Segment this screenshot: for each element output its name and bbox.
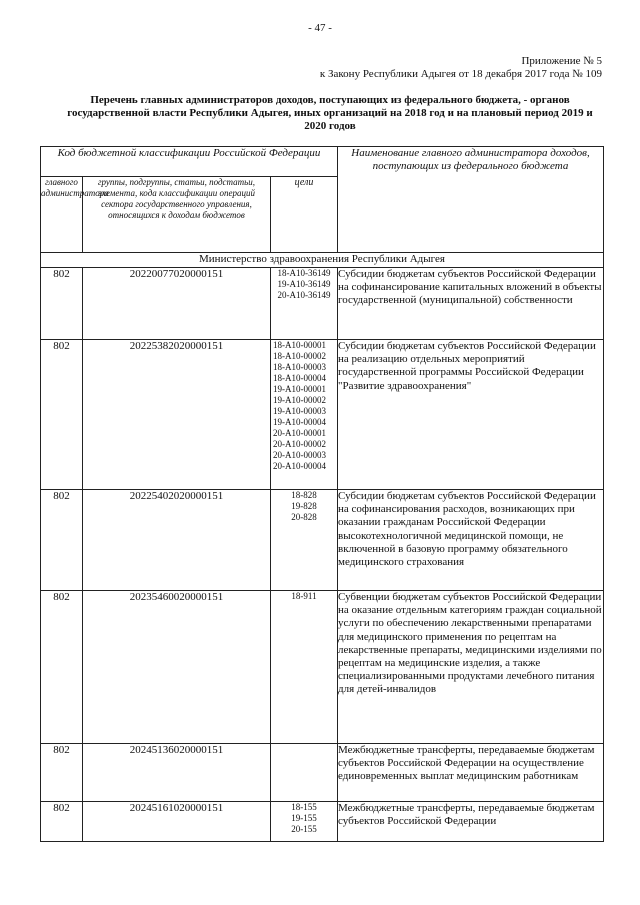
header-classification: Код бюджетной классификации Российской Федерации	[41, 147, 338, 177]
table-row	[41, 268, 604, 340]
table-row	[41, 340, 604, 490]
goal-code: 19-828	[291, 501, 317, 511]
goal-code: 18-А10-00003	[273, 362, 326, 372]
goal-code: 20-А10-00003	[273, 450, 326, 460]
goals-cell	[271, 591, 338, 744]
budget-code-cell: 20245136020000151	[83, 744, 271, 802]
goal-code: 19-А10-00002	[273, 395, 326, 405]
admin-code-cell: 802	[41, 268, 83, 340]
header-income-groups: группы, подгруппы, статьи, подстатьи, элемента, кода классификации операций сектора государственного управления, относящихся к доходам бюджетов	[83, 177, 271, 253]
goal-code: 19-А10-36149	[277, 279, 331, 289]
goal-code: 19-А10-00001	[273, 384, 326, 394]
header-goals: цели	[271, 177, 338, 253]
goal-code: 19-А10-00004	[273, 417, 326, 427]
goal-code: 18-155	[291, 802, 317, 812]
description-cell: Субвенции бюджетам субъектов Российской Федерации на оказание отдельным категориям граждан социальной услуги по обеспечению лекарственными препаратами для медицинского применения по рецептам на лекарственные препараты, медицинскими изделиями по рецептам на медицинские изделия, а также специализированными продуктами лечебного питания для детей-инвалидов	[338, 591, 604, 744]
goals-cell	[271, 744, 338, 802]
goals-cell	[271, 268, 338, 340]
table-row	[41, 744, 604, 802]
header-admin-code: главного администратора	[41, 177, 83, 253]
admin-code-cell: 802	[41, 802, 83, 842]
goal-code: 18-А10-36149	[277, 268, 331, 278]
description-cell: Субсидии бюджетам субъектов Российской Федерации на реализацию отдельных мероприятий государственной программы Российской Федерации "Развитие здравоохранения"	[338, 340, 604, 490]
appendix-line-2: к Закону Республики Адыгея от 18 декабря 2017 года № 109	[319, 68, 602, 80]
goal-code: 18-911	[291, 591, 317, 601]
revenue-admin-table	[40, 146, 604, 842]
budget-code-cell: 20220077020000151	[83, 268, 271, 340]
admin-code-cell: 802	[41, 490, 83, 591]
header-admin-name: Наименование главного администратора доходов, поступающих из федерального бюджета	[338, 147, 604, 253]
description-cell: Субсидии бюджетам субъектов Российской Федерации на софинансирование капитальных вложений в объекты государственной (муниципальной) собственности	[338, 268, 604, 340]
budget-code-cell: 20225402020000151	[83, 490, 271, 591]
goal-code: 19-А10-00003	[273, 406, 326, 416]
description-cell: Субсидии бюджетам субъектов Российской Федерации на софинансирования расходов, возникающих при оказании гражданам Российской Федерации высокотехнологичной медицинской помощи, не включенной в базовую программу обязательного медицинского страхования	[338, 490, 604, 591]
admin-code-cell: 802	[41, 340, 83, 490]
goal-code: 18-828	[291, 490, 317, 500]
goal-code: 18-А10-00002	[273, 351, 326, 361]
section-heading: Министерство здравоохранения Республики Адыгея	[41, 253, 604, 268]
admin-code-cell: 802	[41, 744, 83, 802]
goal-code: 19-155	[291, 813, 317, 823]
table-row	[41, 490, 604, 591]
table-row	[41, 591, 604, 744]
description-cell: Межбюджетные трансферты, передаваемые бюджетам субъектов Российской Федерации	[338, 802, 604, 842]
goals-cell	[271, 802, 338, 842]
budget-code-cell: 20235460020000151	[83, 591, 271, 744]
goal-code: 20-А10-00004	[273, 461, 326, 471]
goals-cell	[271, 340, 338, 490]
admin-code-cell: 802	[41, 591, 83, 744]
goal-code: 20-155	[291, 824, 317, 834]
goal-code: 20-А10-00001	[273, 428, 326, 438]
table-row	[41, 802, 604, 842]
goal-code: 20-А10-00002	[273, 439, 326, 449]
budget-code-cell: 20225382020000151	[83, 340, 271, 490]
budget-code-cell: 20245161020000151	[83, 802, 271, 842]
document-title: Перечень главных администраторов доходов, поступающих из федерального бюджета, - органов государственной власти Республики Адыгея, иных организаций на 2018 год и на плановый период 2019 и 2020 годов	[67, 94, 593, 132]
goals-cell	[271, 490, 338, 591]
goal-code: 20-А10-36149	[277, 290, 331, 300]
appendix-line-1: Приложение № 5	[521, 55, 602, 67]
goal-code: 18-А10-00001	[273, 340, 326, 350]
appendix-note	[320, 55, 602, 81]
description-cell: Межбюджетные трансферты, передаваемые бюджетам субъектов Российской Федерации на осуществление единовременных выплат медицинским работникам	[338, 744, 604, 802]
goal-code: 18-А10-00004	[273, 373, 326, 383]
goal-code: 20-828	[291, 512, 317, 522]
page-number: - 47 -	[308, 22, 332, 34]
